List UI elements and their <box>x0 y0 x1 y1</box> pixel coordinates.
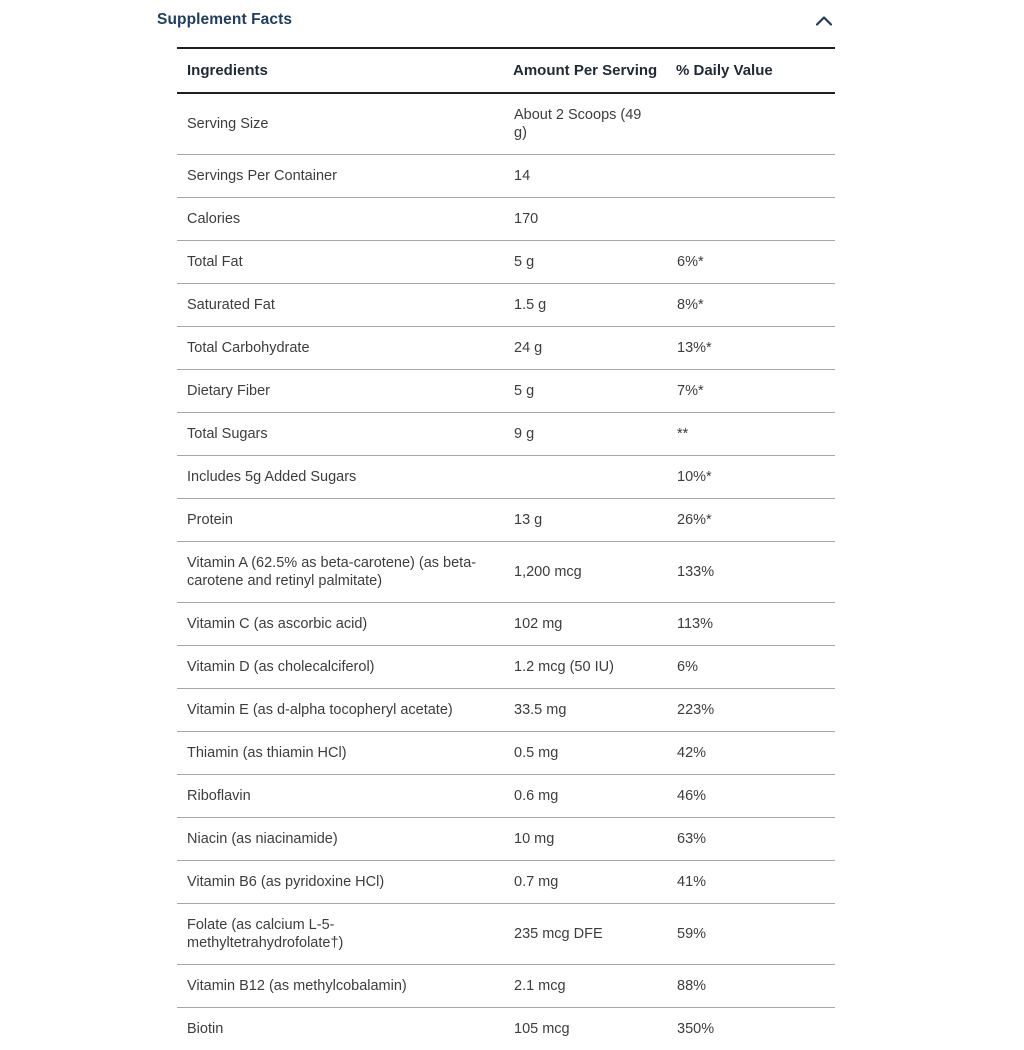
daily-value-cell: 6% <box>676 646 835 689</box>
table-body <box>177 93 835 1050</box>
table-row <box>177 370 835 413</box>
daily-value-cell: 63% <box>676 818 835 861</box>
amount-cell: 0.6 mg <box>513 775 676 818</box>
daily-value-cell: 113% <box>676 603 835 646</box>
daily-value-cell: 13%* <box>676 327 835 370</box>
daily-value-cell: 46% <box>676 775 835 818</box>
ingredient-cell: Total Fat <box>177 241 513 284</box>
ingredient-cell: Total Sugars <box>177 413 513 456</box>
daily-value-cell: ** <box>676 413 835 456</box>
amount-cell: 14 <box>513 155 676 198</box>
daily-value-cell: 59% <box>676 904 835 965</box>
table-row <box>177 603 835 646</box>
table-row <box>177 499 835 542</box>
table-row <box>177 198 835 241</box>
daily-value-cell: 223% <box>676 689 835 732</box>
table-row <box>177 689 835 732</box>
ingredient-cell: Vitamin B6 (as pyridoxine HCl) <box>177 861 513 904</box>
ingredient-cell: Vitamin B12 (as methylcobalamin) <box>177 965 513 1008</box>
amount-cell: 5 g <box>513 241 676 284</box>
amount-cell: 1,200 mcg <box>513 542 676 603</box>
daily-value-cell <box>676 198 835 241</box>
supplement-facts-table <box>177 47 835 1050</box>
daily-value-cell: 26%* <box>676 499 835 542</box>
ingredient-cell: Riboflavin <box>177 775 513 818</box>
amount-cell: 5 g <box>513 370 676 413</box>
table-row <box>177 327 835 370</box>
table-row <box>177 241 835 284</box>
table-row <box>177 646 835 689</box>
daily-value-cell: 41% <box>676 861 835 904</box>
table-row <box>177 284 835 327</box>
daily-value-cell: 10%* <box>676 456 835 499</box>
table-row <box>177 413 835 456</box>
amount-cell: About 2 Scoops (49 g) <box>513 93 676 155</box>
table-row <box>177 861 835 904</box>
ingredient-cell: Protein <box>177 499 513 542</box>
ingredient-cell: Vitamin A (62.5% as beta-carotene) (as beta-carotene and retinyl palmitate) <box>177 542 513 603</box>
column-header-daily-value: % Daily Value <box>676 48 835 93</box>
ingredient-cell: Thiamin (as thiamin HCl) <box>177 732 513 775</box>
daily-value-cell: 133% <box>676 542 835 603</box>
amount-cell: 0.7 mg <box>513 861 676 904</box>
daily-value-cell: 350% <box>676 1008 835 1050</box>
table-row <box>177 775 835 818</box>
amount-cell: 10 mg <box>513 818 676 861</box>
daily-value-cell <box>676 93 835 155</box>
ingredient-cell: Niacin (as niacinamide) <box>177 818 513 861</box>
table-row <box>177 1008 835 1050</box>
ingredient-cell: Vitamin E (as d-alpha tocopheryl acetate) <box>177 689 513 732</box>
accordion-title: Supplement Facts <box>157 11 292 29</box>
daily-value-cell: 88% <box>676 965 835 1008</box>
column-header-amount-per-serving: Amount Per Serving <box>513 48 676 93</box>
table-row <box>177 818 835 861</box>
chevron-up-icon[interactable] <box>815 14 833 26</box>
table-row <box>177 93 835 155</box>
daily-value-cell: 6%* <box>676 241 835 284</box>
amount-cell: 102 mg <box>513 603 676 646</box>
table-row <box>177 732 835 775</box>
amount-cell: 13 g <box>513 499 676 542</box>
ingredient-cell: Serving Size <box>177 93 513 155</box>
amount-cell: 24 g <box>513 327 676 370</box>
ingredient-cell: Saturated Fat <box>177 284 513 327</box>
daily-value-cell <box>676 155 835 198</box>
ingredient-cell: Vitamin C (as ascorbic acid) <box>177 603 513 646</box>
table-row <box>177 904 835 965</box>
ingredient-cell: Calories <box>177 198 513 241</box>
column-header-ingredients: Ingredients <box>177 48 513 93</box>
table-row <box>177 456 835 499</box>
table-header-row <box>177 48 835 93</box>
amount-cell <box>513 456 676 499</box>
ingredient-cell: Includes 5g Added Sugars <box>177 456 513 499</box>
ingredient-cell: Biotin <box>177 1008 513 1050</box>
daily-value-cell: 8%* <box>676 284 835 327</box>
daily-value-cell: 42% <box>676 732 835 775</box>
table-row <box>177 155 835 198</box>
ingredient-cell: Servings Per Container <box>177 155 513 198</box>
ingredient-cell: Dietary Fiber <box>177 370 513 413</box>
supplement-facts-accordion-header[interactable] <box>157 11 835 29</box>
amount-cell: 1.2 mcg (50 IU) <box>513 646 676 689</box>
table-row <box>177 965 835 1008</box>
ingredient-cell: Vitamin D (as cholecalciferol) <box>177 646 513 689</box>
amount-cell: 9 g <box>513 413 676 456</box>
amount-cell: 33.5 mg <box>513 689 676 732</box>
amount-cell: 1.5 g <box>513 284 676 327</box>
ingredient-cell: Folate (as calcium L-5-methyltetrahydrofolate†) <box>177 904 513 965</box>
amount-cell: 235 mcg DFE <box>513 904 676 965</box>
amount-cell: 2.1 mcg <box>513 965 676 1008</box>
amount-cell: 0.5 mg <box>513 732 676 775</box>
amount-cell: 105 mcg <box>513 1008 676 1050</box>
table-row <box>177 542 835 603</box>
ingredient-cell: Total Carbohydrate <box>177 327 513 370</box>
amount-cell: 170 <box>513 198 676 241</box>
daily-value-cell: 7%* <box>676 370 835 413</box>
